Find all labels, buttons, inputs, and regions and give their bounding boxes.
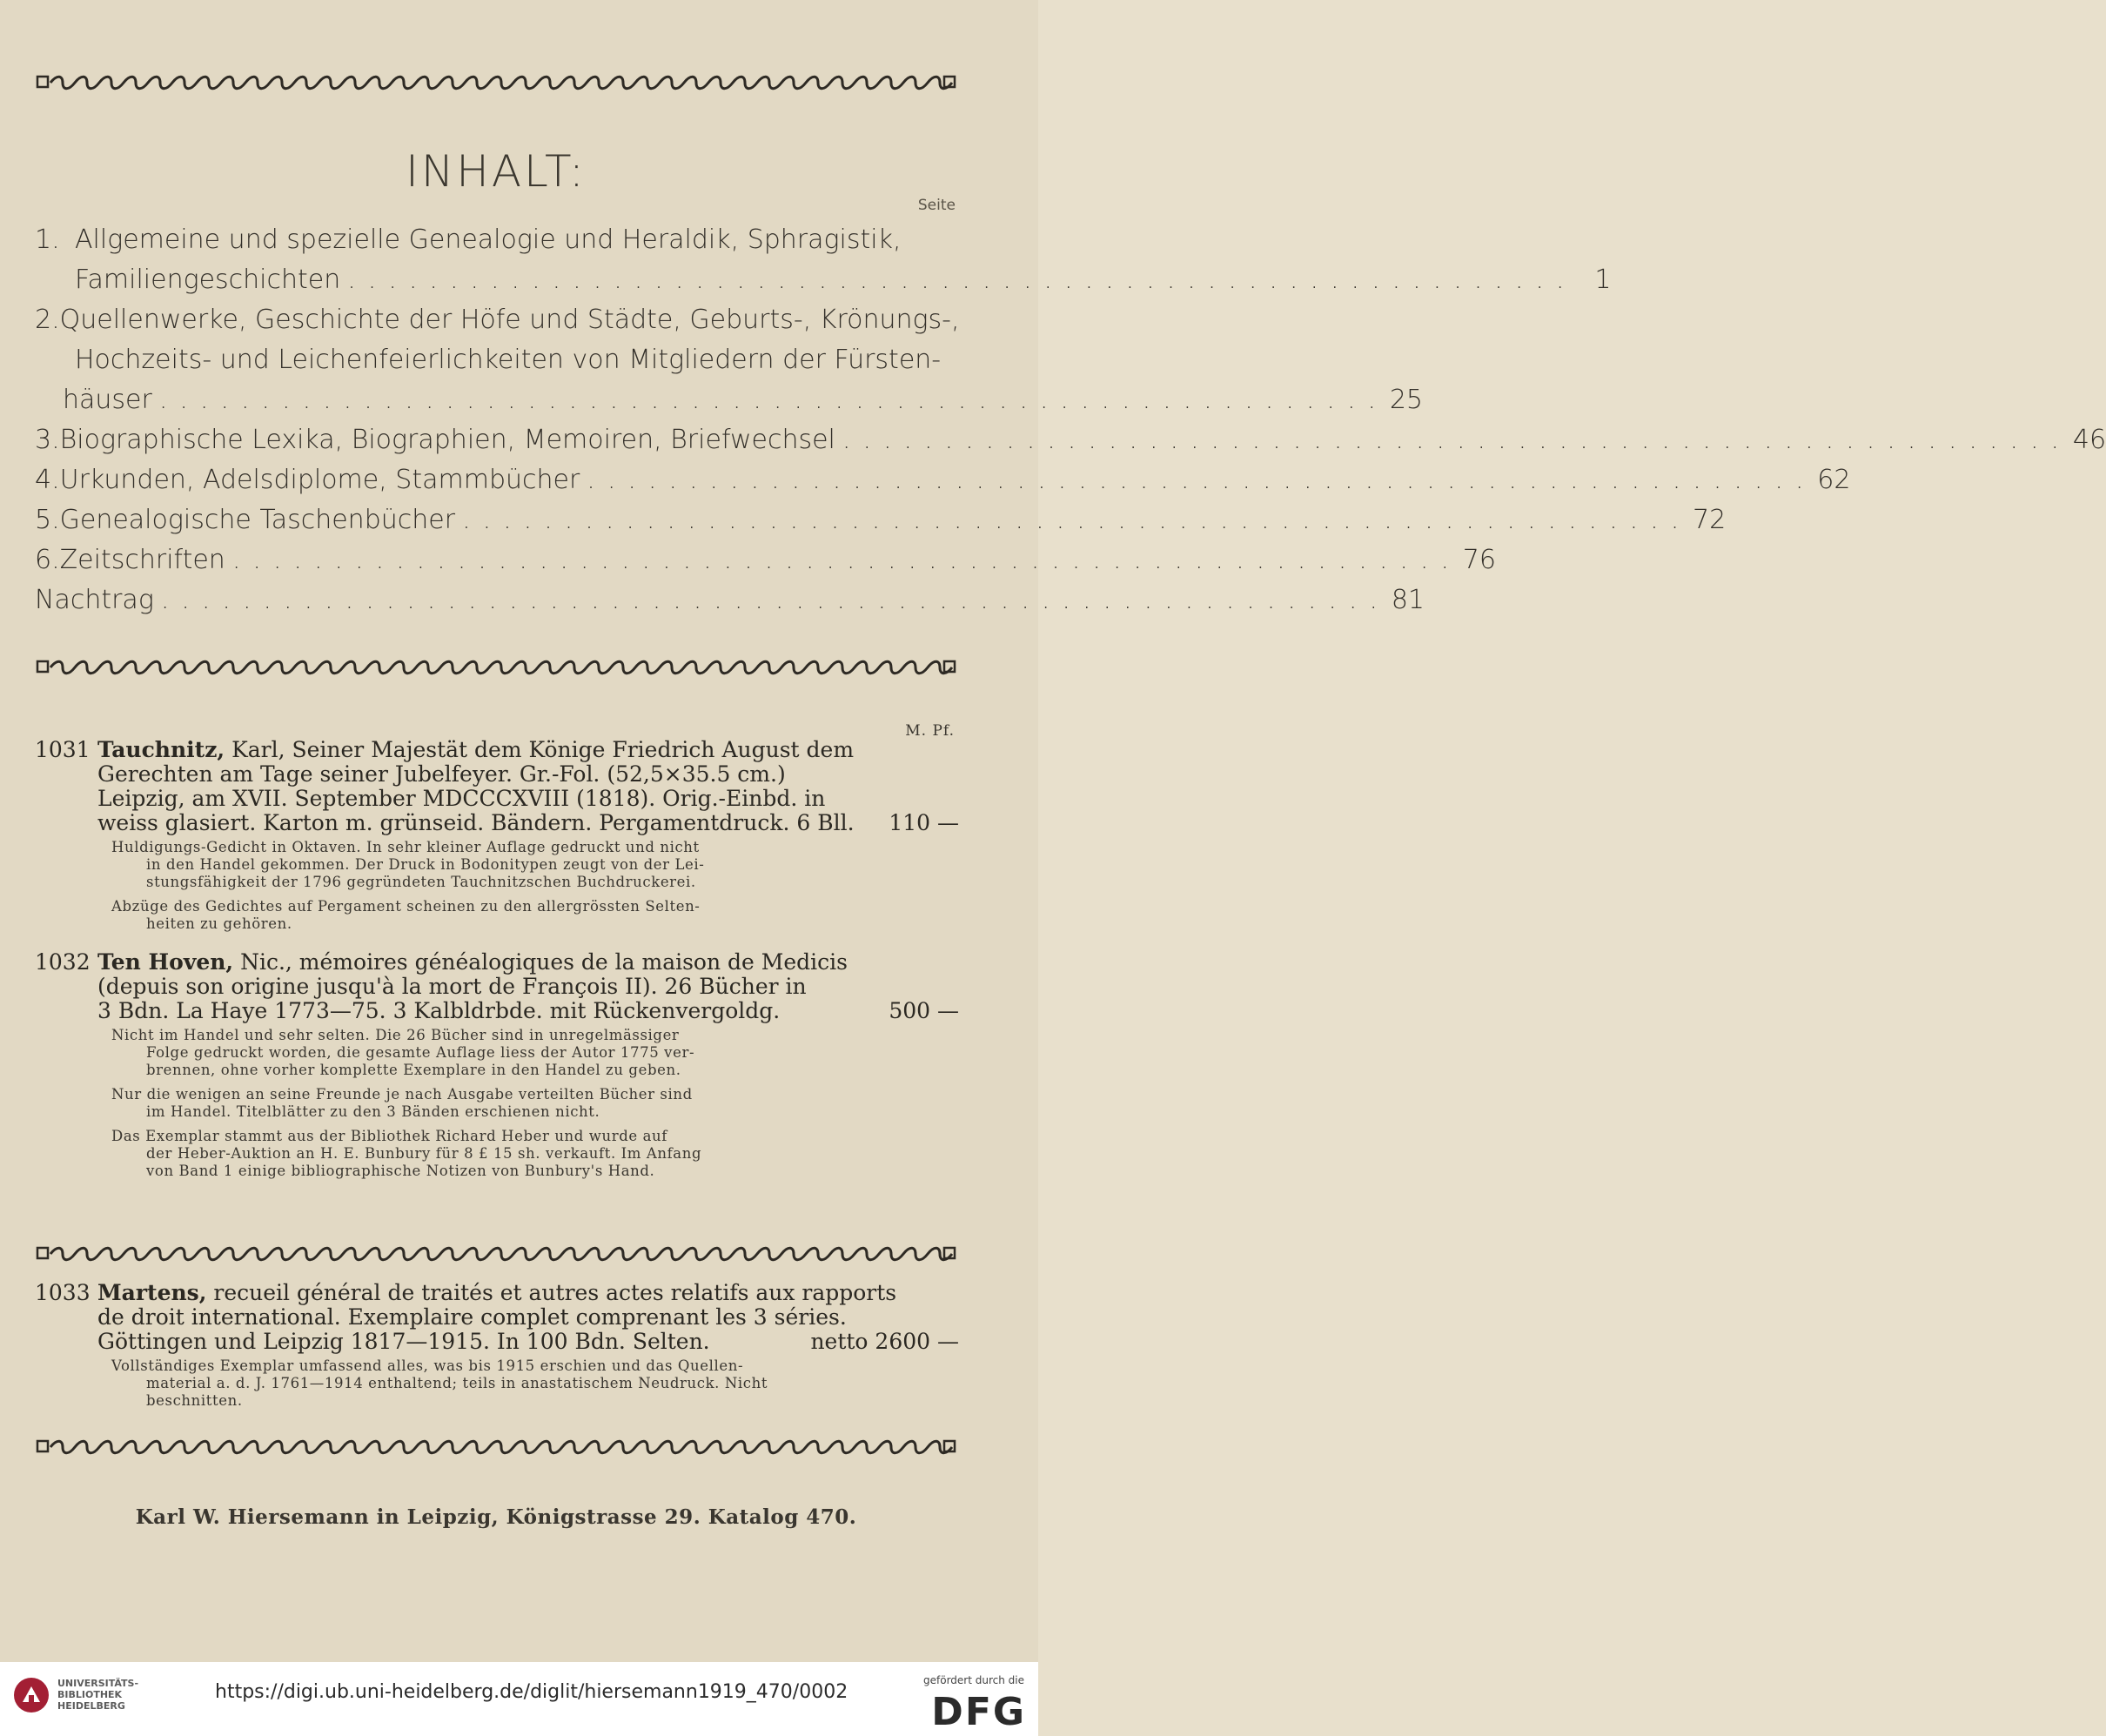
item-price: 500 —: [889, 998, 959, 1023]
toc-entry-number: 5.: [35, 505, 60, 535]
item-line: [35, 1281, 959, 1305]
leader-dots: ............................................................: [842, 425, 2072, 455]
item-note: [111, 839, 895, 891]
viewer-bottom-bar: [0, 1662, 1038, 1736]
library-name-line: BIBLIOTHEK: [57, 1689, 123, 1700]
toc-entry-number: 2.: [35, 305, 60, 335]
note-line: material a. d. J. 1761—1914 enthaltend; teils in anastatischem Neudruck. Nicht: [146, 1375, 768, 1391]
library-name-line: UNIVERSITÄTS-: [57, 1678, 139, 1689]
item-description: Nic., mémoires généalogiques de la maison de Medicis: [240, 949, 848, 975]
note-line: von Band 1 einige bibliographische Notizen von Bunbury's Hand.: [146, 1163, 655, 1179]
leader-dots: ............................................................: [231, 545, 1461, 575]
catalog-item: [35, 950, 959, 1023]
price-column-header: M. Pf.: [905, 722, 955, 740]
item-line: [35, 762, 959, 787]
toc-entry-number: 3.: [35, 425, 60, 455]
item-number: 1032: [35, 949, 91, 975]
item-first-line: [97, 950, 848, 975]
toc-entry-title: Urkunden, Adelsdiplome, Stammbücher: [59, 465, 580, 495]
note-line: beschnitten.: [146, 1392, 243, 1409]
item-line: [35, 999, 959, 1023]
item-author: Martens,: [97, 1280, 207, 1305]
toc-entry-title: Zeitschriften: [59, 545, 225, 575]
item-description: Karl, Seiner Majestät dem Könige Friedrich August dem: [231, 737, 855, 762]
toc-entry-text: Allgemeine und spezielle Genealogie und Heraldik, Sphragistik,: [75, 225, 902, 255]
leader-dots: ............................................................: [347, 265, 1577, 295]
toc-entry: [35, 385, 1424, 423]
toc-entry: [35, 585, 1425, 623]
catalog-item: [35, 738, 959, 835]
publisher-footer: Karl W. Hiersemann in Leipzig, Königstrasse 29. Katalog 470.: [135, 1505, 857, 1529]
toc-entry-text: Quellenwerke, Geschichte der Höfe und Städte, Geburts-, Krönungs-,: [59, 305, 960, 335]
item-description: recueil général de traités et autres actes relatifs aux rapports: [213, 1280, 897, 1305]
ornament-border-middle: [37, 658, 956, 677]
toc-entry: [35, 425, 2106, 463]
toc-page-number: 76: [1462, 545, 1496, 575]
ornament-border-top: [37, 73, 956, 92]
item-number: 1031: [35, 737, 91, 762]
toc-page-number: 72: [1693, 505, 1727, 535]
item-number: 1033: [35, 1280, 91, 1305]
toc-entry-number: 4.: [35, 465, 60, 495]
item-price: netto 2600 —: [810, 1329, 959, 1354]
toc-entry-line: [35, 345, 996, 383]
item-description: Leipzig, am XVII. September MDCCCXVIII (1818). Orig.-Einbd. in: [97, 786, 826, 811]
toc-entry: [35, 465, 1851, 503]
note-line: der Heber-Auktion an H. E. Bunbury für 8 £ 15 sh. verkauft. Im Anfang: [146, 1145, 702, 1162]
note-line: Abzüge des Gedichtes auf Pergament scheinen zu den allergrössten Selten-: [111, 898, 701, 915]
item-price: 110 —: [889, 810, 959, 835]
item-description: weiss glasiert. Karton m. grünseid. Bändern. Pergamentdruck. 6 Bll.: [97, 810, 855, 835]
toc-entry-line: [35, 305, 960, 343]
university-library-logo-icon[interactable]: [12, 1676, 50, 1714]
note-line: brennen, ohne vorher komplette Exemplare in den Handel zu geben.: [146, 1062, 681, 1078]
toc-entry-line: [35, 225, 956, 263]
note-line: heiten zu gehören.: [146, 915, 292, 932]
toc-entry-number: 1.: [35, 225, 60, 255]
item-author: Ten Hoven,: [97, 949, 234, 975]
item-note: [111, 898, 895, 933]
item-line: [35, 787, 959, 811]
ornament-border-lower: [37, 1244, 956, 1263]
toc-entry: [35, 545, 1496, 583]
library-name-line: HEIDELBERG: [57, 1700, 125, 1712]
item-description: Gerechten am Tage seiner Jubelfeyer. Gr.-Fol. (52,5×35.5 cm.): [97, 761, 786, 787]
toc-entry-title: Biographische Lexika, Biographien, Memoiren, Briefwechsel: [59, 425, 835, 455]
item-description: 3 Bdn. La Haye 1773—75. 3 Kalbldrbde. mit Rückenvergoldg.: [97, 998, 781, 1023]
toc-entry-title: häuser: [63, 385, 152, 415]
item-first-line: [97, 738, 854, 762]
item-line: [35, 1330, 959, 1354]
leader-dots: ............................................................: [158, 385, 1389, 415]
item-note: [111, 1086, 895, 1121]
item-note: [111, 1027, 895, 1079]
toc-entry-title: Genealogische Taschenbücher: [59, 505, 456, 535]
funding-label: gefördert durch die: [923, 1674, 1024, 1686]
item-description: (depuis son origine jusqu'à la mort de François II). 26 Bücher in: [97, 974, 807, 999]
leader-dots: ............................................................: [587, 465, 1816, 495]
leader-dots: ............................................................: [160, 585, 1390, 615]
note-line: Vollständiges Exemplar umfassend alles, was bis 1915 erschien und das Quellen-: [111, 1357, 744, 1374]
library-name: [57, 1678, 138, 1712]
item-line: [35, 1305, 959, 1330]
toc-page-number: 81: [1391, 585, 1425, 615]
toc-page-number: 25: [1389, 385, 1424, 415]
toc-entry-number: 6.: [35, 545, 60, 575]
toc-entry-title: Nachtrag: [35, 585, 154, 615]
item-author: Tauchnitz,: [97, 737, 225, 762]
page-column-label: Seite: [917, 197, 956, 214]
toc-title: INHALT:: [406, 146, 587, 197]
leader-dots: ............................................................: [462, 505, 1692, 535]
catalog-item: [35, 1281, 959, 1354]
toc-entry: [35, 505, 1727, 543]
item-line: [35, 975, 959, 999]
item-note: [111, 1128, 895, 1180]
item-note: [111, 1357, 895, 1410]
note-line: Nur die wenigen an seine Freunde je nach Ausgabe verteilten Bücher sind: [111, 1086, 693, 1103]
toc-page-number: 1: [1594, 265, 1612, 295]
item-line: [35, 811, 959, 835]
item-line: [35, 738, 959, 762]
toc-page-number: 46: [2072, 425, 2106, 455]
note-line: Folge gedruckt worden, die gesamte Auflage liess der Autor 1775 ver-: [146, 1044, 695, 1061]
dfg-logo[interactable]: DFG: [931, 1690, 1026, 1734]
toc-entry-title: Familiengeschichten: [75, 265, 341, 295]
note-line: Nicht im Handel und sehr selten. Die 26 Bücher sind in unregelmässiger: [111, 1027, 680, 1043]
item-description: de droit international. Exemplaire complet comprenant les 3 séries.: [97, 1304, 847, 1330]
item-line: [35, 950, 959, 975]
note-line: in den Handel gekommen. Der Druck in Bodonitypen zeugt von der Lei-: [146, 856, 705, 873]
note-line: Huldigungs-Gedicht in Oktaven. In sehr kleiner Auflage gedruckt und nicht: [111, 839, 700, 855]
toc-page-number: 62: [1817, 465, 1851, 495]
ornament-border-bottom: [37, 1438, 956, 1457]
note-line: stungsfähigkeit der 1796 gegründeten Tauchnitzschen Buchdruckerei.: [146, 874, 696, 890]
toc-entry-text: Hochzeits- und Leichenfeierlichkeiten von Mitgliedern der Fürsten-: [75, 345, 942, 375]
item-first-line: [97, 1281, 896, 1305]
note-line: Das Exemplar stammt aus der Bibliothek Richard Heber und wurde auf: [111, 1128, 667, 1144]
item-description: Göttingen und Leipzig 1817—1915. In 100 Bdn. Selten.: [97, 1329, 710, 1354]
note-line: im Handel. Titelblätter zu den 3 Bänden erschienen nicht.: [146, 1103, 600, 1120]
page-url-link[interactable]: https://digi.ub.uni-heidelberg.de/diglit/hiersemann1919_470/0002: [215, 1681, 848, 1703]
toc-entry: [35, 265, 1612, 303]
